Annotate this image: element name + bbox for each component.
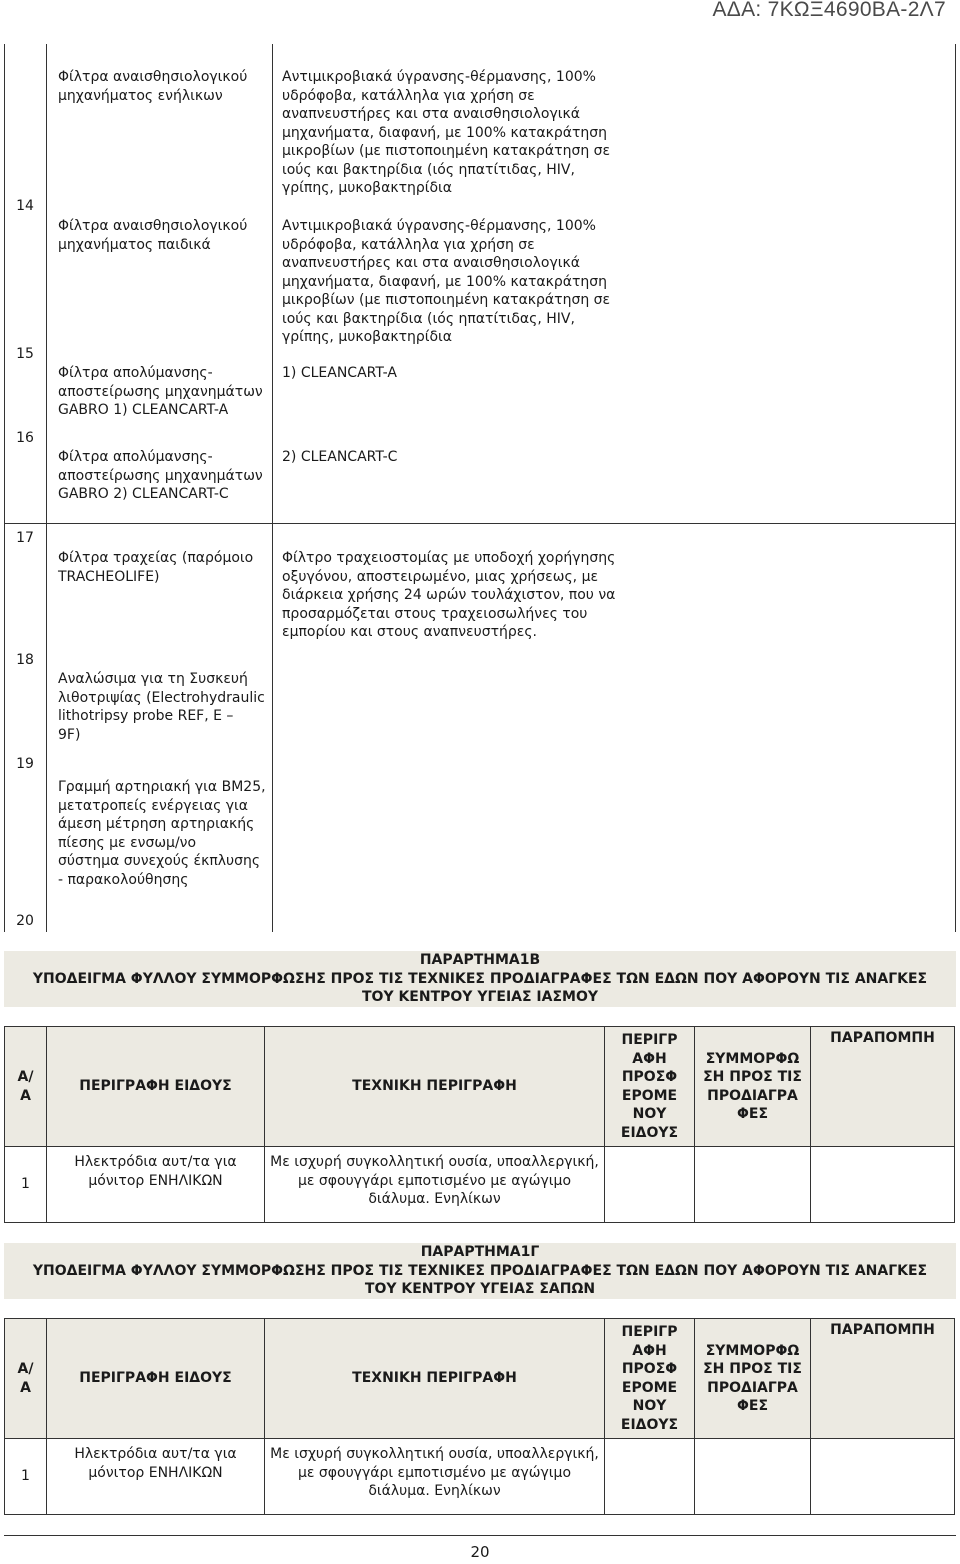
table-border-right bbox=[955, 44, 956, 932]
annex-b-subtitle: ΥΠΟΔΕΙΓΜΑ ΦΥΛΛΟΥ ΣΥΜΜΟΡΦΩΣΗΣ ΠΡΟΣ ΤΙΣ ΤΕΧΝΙΚΕΣ ΠΡΟΔΙΑΓΡΑΦΕΣ ΤΩΝ ΕΔΩΝ ΠΟΥ ΑΦΟΡΟΥΝ ΤΙΣ ΑΝΑΓΚΕΣ bbox=[32, 970, 928, 987]
cell-description: Ηλεκτρόδια αυτ/τα για μόνιτορ ΕΝΗΛΙΚΩΝ bbox=[47, 1147, 265, 1223]
footer-divider bbox=[4, 1535, 956, 1536]
header-reference: ΠΑΡΑΠΟΜΠΗ bbox=[811, 1319, 955, 1439]
cell-technical: Με ισχυρή συγκολλητική ουσία, υποαλλεργική, με σφουγγάρι εμποτισμένο με αγώγιμο διάλυμα. Ενηλίκων bbox=[265, 1147, 605, 1223]
item-description: Αντιμικροβιακά ύγρανσης-θέρμανσης, 100% υδρόφοβα, κατάλληλα για χρήση σε αναπνευστήρες και στα αναισθησιολογικά μηχανήματα, διαφανή, με 100% κατακράτηση μικροβίων (με πιστοποιημένη κατακράτηση σε ιούς και βακτηρίδια (ιός ηπατίτιδας, HIV, γρίπης, μυκοβακτηρίδια bbox=[282, 218, 611, 345]
header-technical: ΤΕΧΝΙΚΗ ΠΕΡΙΓΡΑΦΗ bbox=[265, 1027, 605, 1147]
item-name: Φίλτρα αναισθησιολογικού μηχανήματος ενήλικων bbox=[58, 69, 248, 104]
row-number: 16 bbox=[16, 430, 34, 446]
header-reference: ΠΑΡΑΠΟΜΠΗ bbox=[811, 1027, 955, 1147]
table-border-left bbox=[4, 44, 5, 932]
header-aa: Α/ Α bbox=[5, 1027, 47, 1147]
item-name: Φίλτρα τραχείας (παρόμοιο TRACHEOLIFE) bbox=[58, 550, 254, 585]
page-number: 20 bbox=[470, 1543, 490, 1561]
column-divider bbox=[46, 44, 47, 932]
item-description: Φίλτρο τραχειοστομίας με υποδοχή χορήγησης οξυγόνου, αποστειρωμένο, μιας χρήσεως, με διάρκεια χρήσης 24 ωρών τουλάχιστον, που να προσαρμόζεται στους τραχειοσωλήνες του εμπορίου και στους αναπνευστήρες. bbox=[282, 550, 616, 640]
header-aa: Α/ Α bbox=[5, 1319, 47, 1439]
annex-b-subtitle: ΤΟΥ ΚΕΝΤΡΟΥ ΥΓΕΙΑΣ ΙΑΣΜΟΥ bbox=[362, 989, 598, 1005]
item-name: Γραμμή αρτηριακή για ΒΜ25, μετατροπείς ενέργειας για άμεση μέτρηση αρτηριακής πίεσης με ενσωμ/νο σύστημα συνεχούς έκπλυσης - παρακολούθησης bbox=[58, 779, 266, 888]
item-name: Φίλτρα απολύμανσης- αποστείρωσης μηχανημάτων GABRO 2) CLEANCART-C bbox=[58, 449, 263, 502]
cell-compliance[interactable] bbox=[695, 1147, 811, 1223]
annex-b-title: ΠΑΡΑΡΤΗΜΑ1Β bbox=[419, 952, 541, 968]
annex-c-header bbox=[4, 1243, 956, 1299]
item-description: 2) CLEANCART-C bbox=[282, 449, 398, 465]
cell-aa: 1 bbox=[5, 1147, 47, 1223]
annex-c-subtitle: ΤΟΥ ΚΕΝΤΡΟΥ ΥΓΕΙΑΣ ΣΑΠΩΝ bbox=[364, 1281, 596, 1297]
header-offered: ΠΕΡΙΓΡ ΑΦΗ ΠΡΟΣΦ ΕΡΟΜΕ ΝΟΥ ΕΙΔΟΥΣ bbox=[605, 1027, 695, 1147]
item-description: 1) CLEANCART-A bbox=[282, 365, 397, 381]
ada-code: ΑΔΑ: 7ΚΩΞ4690ΒΑ-2Λ7 bbox=[712, 0, 946, 21]
cell-description: Ηλεκτρόδια αυτ/τα για μόνιτορ ΕΝΗΛΙΚΩΝ bbox=[47, 1439, 265, 1515]
cell-offered[interactable] bbox=[605, 1147, 695, 1223]
header-technical: ΤΕΧΝΙΚΗ ΠΕΡΙΓΡΑΦΗ bbox=[265, 1319, 605, 1439]
column-divider bbox=[272, 44, 273, 932]
item-name: Φίλτρα απολύμανσης- αποστείρωσης μηχανημάτων GABRO 1) CLEANCART-A bbox=[58, 365, 263, 418]
row-number: 14 bbox=[16, 198, 34, 214]
row-number: 15 bbox=[16, 346, 34, 362]
item-name: Αναλώσιμα για τη Συσκευή λιθοτριψίας (Electrohydraulic lithotripsy probe REF, E – 9F) bbox=[58, 671, 265, 743]
row-number: 17 bbox=[16, 530, 34, 546]
row-number: 18 bbox=[16, 652, 34, 668]
row-number: 19 bbox=[16, 756, 34, 772]
row-divider bbox=[4, 523, 956, 524]
annex-c-subtitle: ΥΠΟΔΕΙΓΜΑ ΦΥΛΛΟΥ ΣΥΜΜΟΡΦΩΣΗΣ ΠΡΟΣ ΤΙΣ ΤΕΧΝΙΚΕΣ ΠΡΟΔΙΑΓΡΑΦΕΣ ΤΩΝ ΕΔΩΝ ΠΟΥ ΑΦΟΡΟΥΝ ΤΙΣ ΑΝΑΓΚΕΣ bbox=[32, 1262, 928, 1279]
header-description: ΠΕΡΙΓΡΑΦΗ ΕΙΔΟΥΣ bbox=[47, 1319, 265, 1439]
cell-technical: Με ισχυρή συγκολλητική ουσία, υποαλλεργική, με σφουγγάρι εμποτισμένο με αγώγιμο διάλυμα. Ενηλίκων bbox=[265, 1439, 605, 1515]
annex-b-header bbox=[4, 951, 956, 1007]
annex-b-table bbox=[4, 1026, 955, 1223]
table-row bbox=[5, 1147, 955, 1223]
annex-c-table bbox=[4, 1318, 955, 1515]
item-name: Φίλτρα αναισθησιολογικού μηχανήματος παιδικά bbox=[58, 218, 248, 253]
row-number: 20 bbox=[16, 913, 34, 929]
cell-compliance[interactable] bbox=[695, 1439, 811, 1515]
cell-reference[interactable] bbox=[811, 1439, 955, 1515]
cell-offered[interactable] bbox=[605, 1439, 695, 1515]
header-compliance: ΣΥΜΜΟΡΦΩ ΣΗ ΠΡΟΣ ΤΙΣ ΠΡΟΔΙΑΓΡΑ ΦΕΣ bbox=[695, 1319, 811, 1439]
cell-reference[interactable] bbox=[811, 1147, 955, 1223]
items-table bbox=[4, 44, 956, 932]
cell-aa: 1 bbox=[5, 1439, 47, 1515]
header-compliance: ΣΥΜΜΟΡΦΩ ΣΗ ΠΡΟΣ ΤΙΣ ΠΡΟΔΙΑΓΡΑ ΦΕΣ bbox=[695, 1027, 811, 1147]
item-description: Αντιμικροβιακά ύγρανσης-θέρμανσης, 100% υδρόφοβα, κατάλληλα για χρήση σε αναπνευστήρες και στα αναισθησιολογικά μηχανήματα, διαφανή, με 100% κατακράτηση μικροβίων (με πιστοποιημένη κατακράτηση σε ιούς και βακτηρίδια (ιός ηπατίτιδας, HIV, γρίπης, μυκοβακτηρίδια bbox=[282, 69, 611, 196]
annex-c-title: ΠΑΡΑΡΤΗΜΑ1Γ bbox=[420, 1244, 540, 1260]
header-description: ΠΕΡΙΓΡΑΦΗ ΕΙΔΟΥΣ bbox=[47, 1027, 265, 1147]
header-offered: ΠΕΡΙΓΡ ΑΦΗ ΠΡΟΣΦ ΕΡΟΜΕ ΝΟΥ ΕΙΔΟΥΣ bbox=[605, 1319, 695, 1439]
table-row bbox=[5, 1439, 955, 1515]
